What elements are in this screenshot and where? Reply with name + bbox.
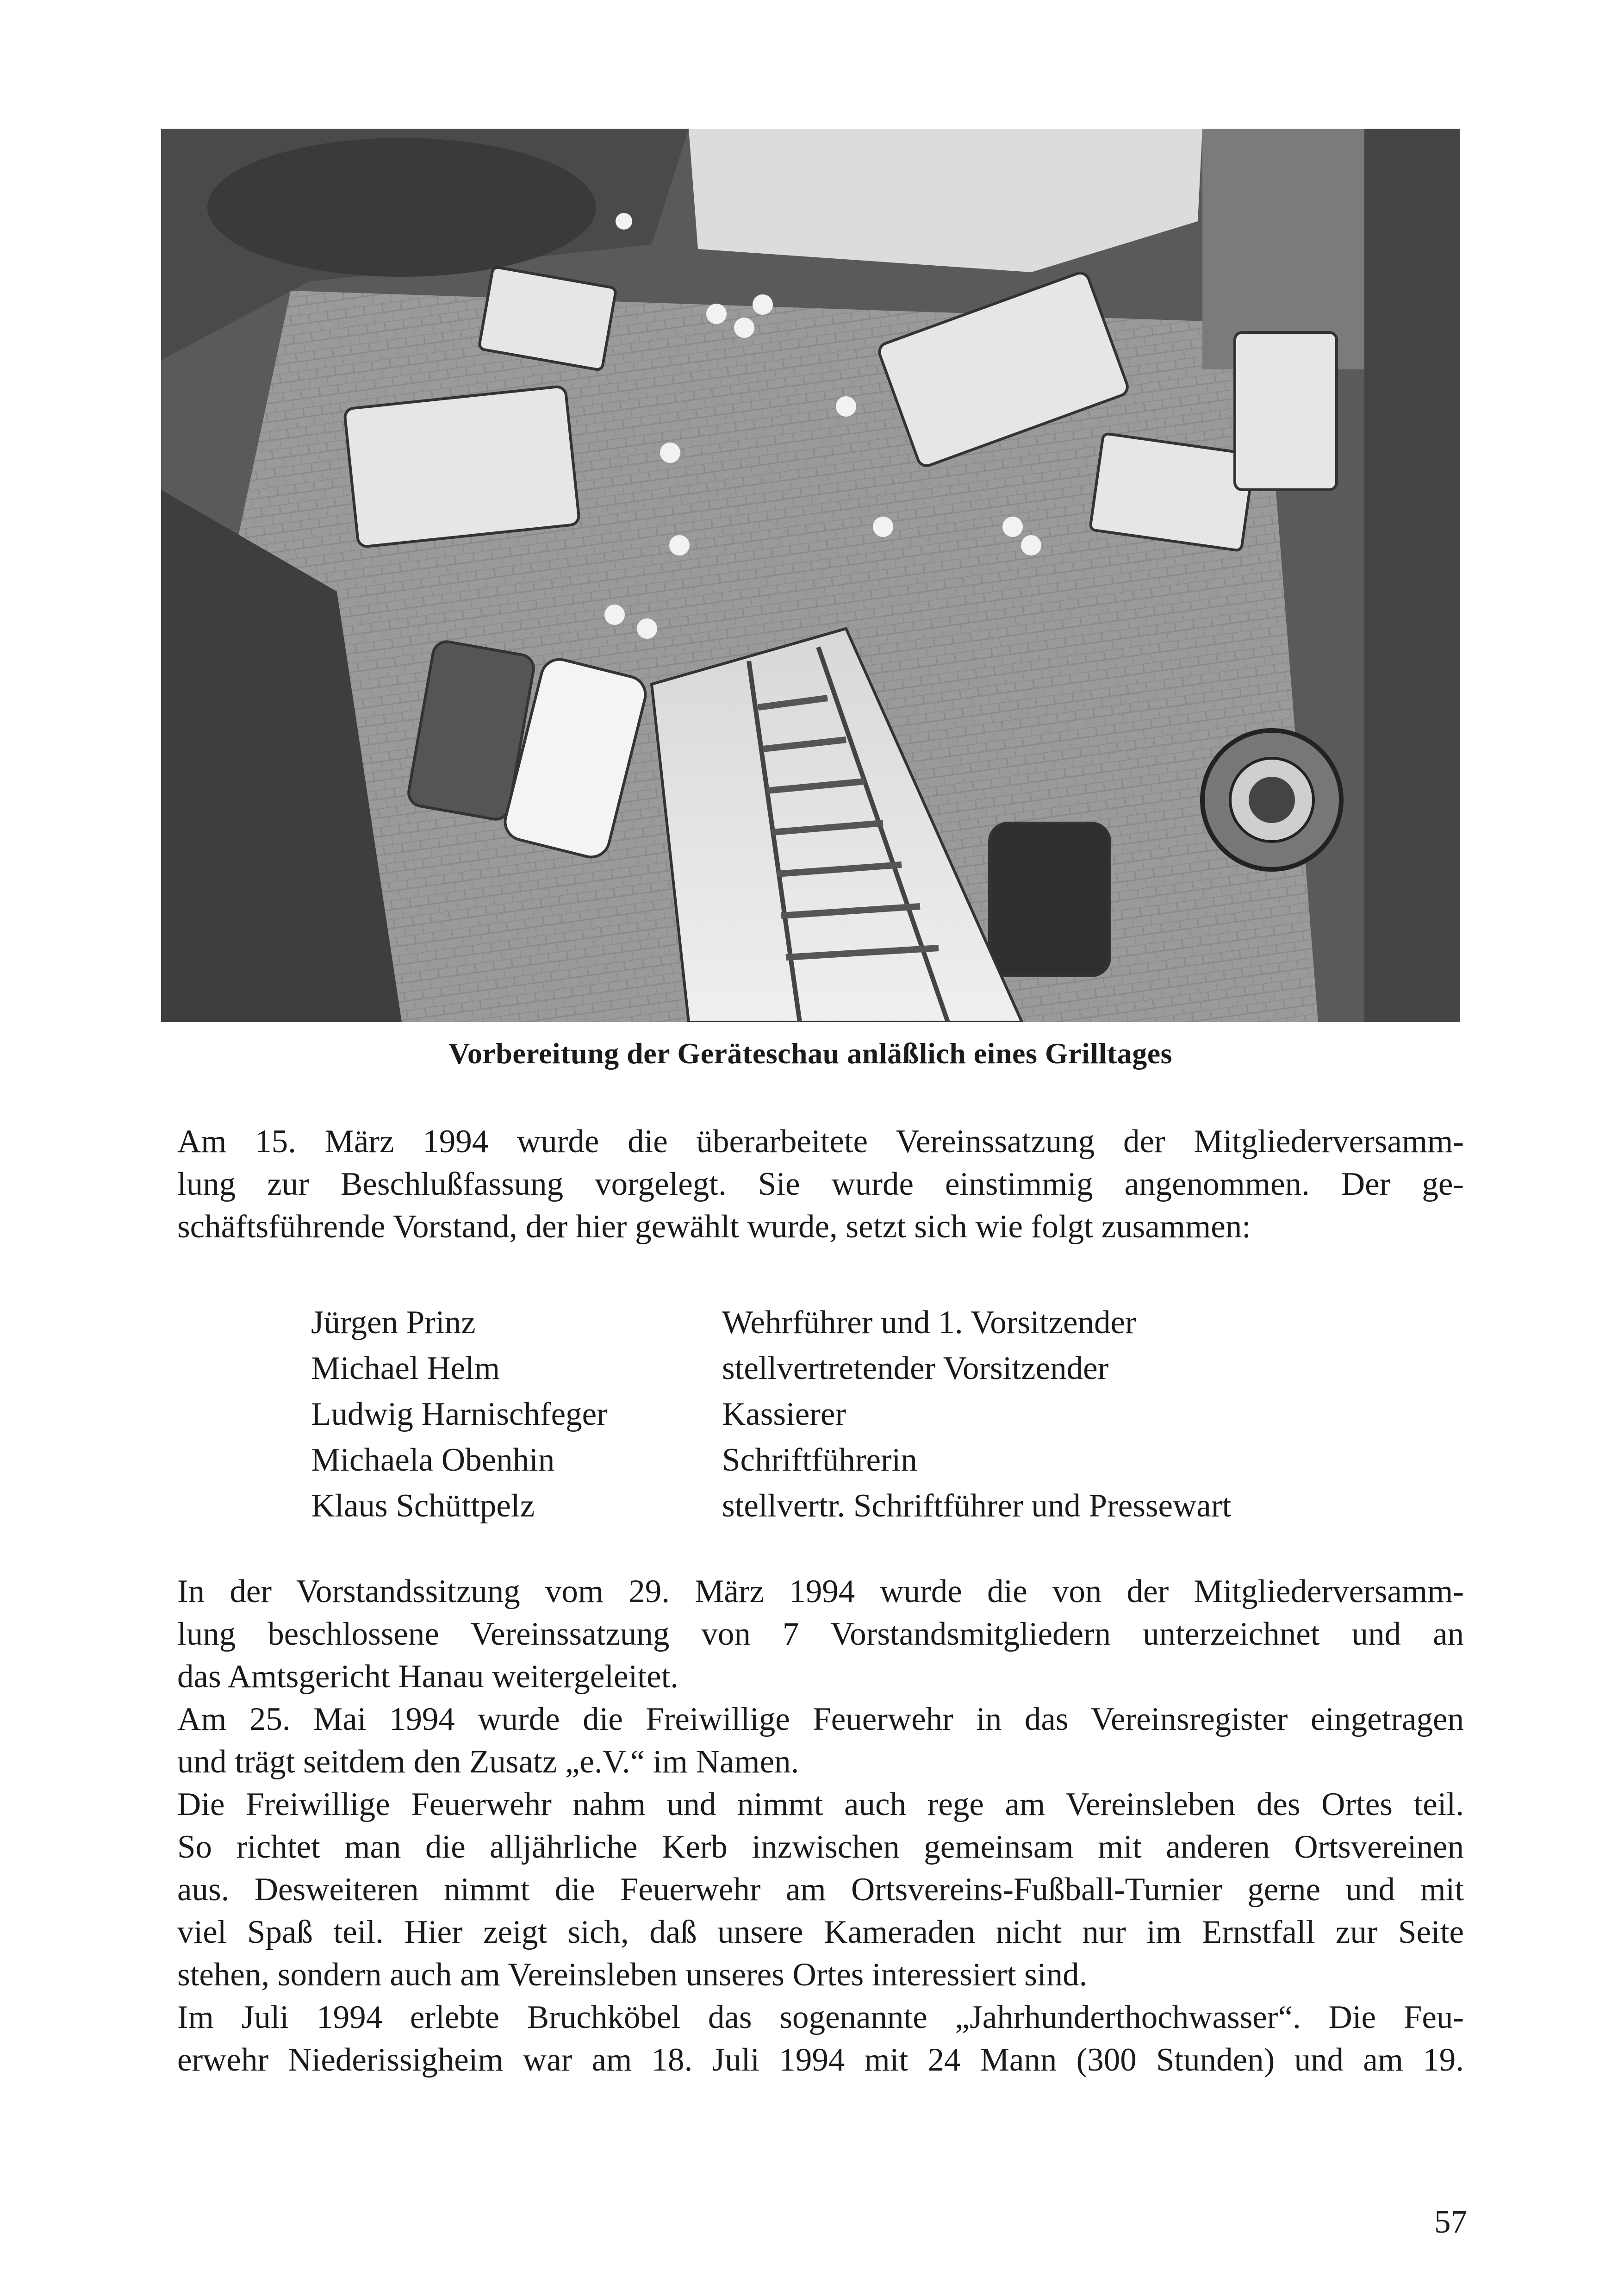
text-line: lung zur Beschlußfassung vorgelegt. Sie wurde einstimmig angenommen. Der ge- — [177, 1166, 1464, 1202]
text-line: In der Vorstandssitzung vom 29. März 1994 wurde die von der Mitgliederversamm- — [177, 1573, 1464, 1610]
text-line: aus. Desweiteren nimmt die Feuerwehr am Ortsvereins-Fußball-Turnier gerne und mit — [177, 1872, 1464, 1908]
member-name: Michael Helm — [311, 1350, 500, 1386]
member-role: stellvertretender Vorsitzender — [722, 1350, 1109, 1386]
text-line: Am 25. Mai 1994 wurde die Freiwillige Feuerwehr in das Vereinsregister eingetragen — [177, 1701, 1464, 1737]
paragraph-history — [177, 1570, 1464, 2081]
member-role: Schriftführerin — [722, 1442, 917, 1478]
aerial-photo — [161, 129, 1460, 1022]
list-item — [0, 1391, 1618, 1437]
text-line: viel Spaß teil. Hier zeigt sich, daß unsere Kameraden nicht nur im Ernstfall zur Seite — [177, 1914, 1464, 1950]
text-line: Die Freiwillige Feuerwehr nahm und nimmt auch rege am Vereinsleben des Ortes teil. — [177, 1786, 1464, 1822]
photo-caption: Vorbereitung der Geräteschau anläßlich eines Grilltages — [448, 1037, 1173, 1070]
list-item — [0, 1437, 1618, 1483]
photo-aerial-fire-brigade-icon — [161, 129, 1460, 1022]
text-line: Am 15. März 1994 wurde die überarbeitete Vereinssatzung der Mitgliederversamm- — [177, 1123, 1464, 1160]
text-line: lung beschlossene Vereinssatzung von 7 Vorstandsmitgliedern unterzeichnet und an — [177, 1616, 1464, 1652]
member-name: Michaela Obenhin — [311, 1442, 555, 1478]
text-line: das Amtsgericht Hanau weitergeleitet. — [177, 1659, 679, 1695]
member-role: Kassierer — [722, 1396, 846, 1432]
member-role: Wehrführer und 1. Vorsitzender — [722, 1304, 1136, 1341]
list-item — [0, 1483, 1618, 1529]
paragraph-statute — [177, 1120, 1464, 1248]
member-name: Klaus Schüttpelz — [311, 1488, 535, 1524]
board-member-list — [0, 1300, 1618, 1529]
list-item — [0, 1346, 1618, 1391]
text-line: schäftsführende Vorstand, der hier gewählt wurde, setzt sich wie folgt zusammen: — [177, 1209, 1251, 1245]
member-role: stellvertr. Schriftführer und Pressewart — [722, 1488, 1232, 1524]
text-line: erwehr Niederissigheim war am 18. Juli 1994 mit 24 Mann (300 Stunden) und am 19. — [177, 2042, 1464, 2078]
page-number: 57 — [1434, 2204, 1467, 2240]
text-line: stehen, sondern auch am Vereinsleben unseres Ortes interessiert sind. — [177, 1957, 1088, 1993]
member-name: Jürgen Prinz — [311, 1304, 476, 1341]
list-item — [0, 1300, 1618, 1346]
text-line: und trägt seitdem den Zusatz „e.V.“ im Namen. — [177, 1744, 799, 1780]
text-line: So richtet man die alljährliche Kerb inzwischen gemeinsam mit anderen Ortsvereinen — [177, 1829, 1464, 1865]
text-line: Im Juli 1994 erlebte Bruchköbel das sogenannte „Jahrhunderthochwasser“. Die Feu- — [177, 1999, 1464, 2035]
member-name: Ludwig Harnischfeger — [311, 1396, 608, 1432]
